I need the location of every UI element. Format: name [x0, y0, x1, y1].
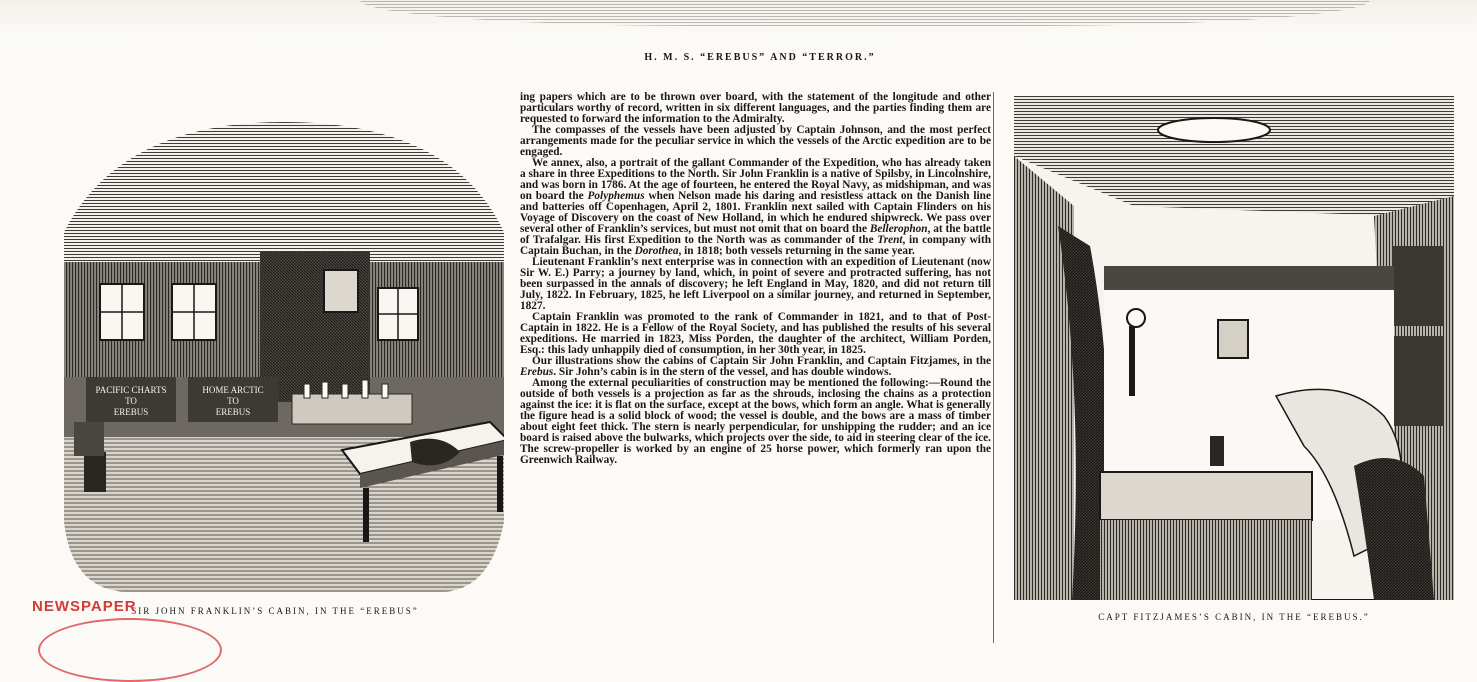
sign-b-line1: HOME ARCTIC [202, 385, 264, 395]
caption-franklin-cabin: SIR JOHN FRANKLIN’S CABIN, IN THE “EREBUS” [131, 606, 419, 616]
library-stamp [32, 598, 182, 650]
illustration-franklin-cabin [60, 122, 508, 592]
paragraph-1: ing papers which are to be thrown over board, with the statement of the longitude and other particulars worthy of record, written in six different languages, and the parties finding them are requested to forward the information to the Admiralty. [520, 92, 991, 125]
paragraph-6: Our illustrations show the cabins of Captain Sir John Franklin, and Captain Fitzjames, in the Erebus. Sir John’s cabin is in the stern of the vessel, and has double windows. [520, 355, 991, 378]
sign-a-line2: TO [125, 396, 137, 406]
ship-name-trent: Trent [877, 234, 903, 246]
paragraph-4: Lieutenant Franklin’s next enterprise was in connection with an expedition of Lieutenant (now Sir W. E.) Parry; a journey by land, which, in point of severe and protracted suffering, has not been surpassed in the annals of discovery; he left England in May, 1820, and did not return till July, 1822. In February, 1825, he left Liverpool on a similar journey, and returned in September, 1827. [520, 256, 991, 312]
ship-name-bellerophon: Bellerophon [869, 223, 928, 235]
ship-name-polyphemus: Polyphemus [587, 190, 645, 202]
sign-b-line3: EREBUS [215, 407, 251, 417]
article-body [520, 92, 994, 643]
paragraph-3: We annex, also, a portrait of the gallant Commander of the Expedition, who has already taken a share in three Expeditions to the North. Sir John Franklin is a native of Spilsby, in Lincolnshire, and was born in 1786. At the age of fourteen, he entered the Royal Navy, as midshipman, and was on board the Polyphemus when Nelson made his daring and resistless attack on the Danish line and batteries off Copenhagen, April 2, 1801. Franklin next sailed with Captain Flinders on his Voyage of Discovery on the coast of New Holland, in which he endured shipwreck. We pass over several other of Franklin’s services, but must not omit that on board the Bellerophon, at the battle of Trafalgar. His first Expedition to the North was as commander of the Trent, in company with Captain Buchan, in the Dorothea, in 1818; both vessels returning in the same year. [520, 157, 991, 257]
paragraph-7: Among the external peculiarities of construction may be mentioned the following:—Round the outside of both vessels is a projection as far as the shrouds, inclosing the chains as a protection against the ice: it is flat on the surface, except at the bows, which form an angle. What is generally the figure head is a solid block of wood; the vessel is double, and the bows are a mass of timber about eight feet thick. The stern is nearly perpendicular, for unshipping the rudder; and an ice board is raised above the bulwarks, which projects over the side, to aid in steering clear of the ice. The screw-propeller is worked by an engine of 25 horse power, which formerly ran upon the Greenwich Railway. [520, 377, 991, 466]
page-top-engraving-strip [0, 0, 1477, 34]
illustration-fitzjames-cabin [1014, 96, 1454, 600]
stamp-text: NEWSPAPER [32, 598, 137, 615]
ship-name-dorothea: Dorothea [634, 245, 679, 257]
sign-a-line1: PACIFIC CHARTS [95, 385, 167, 395]
page-title: H. M. S. “EREBUS” AND “TERROR.” [644, 52, 876, 63]
stamp-ring [38, 618, 222, 682]
sign-a-line3: EREBUS [113, 407, 149, 417]
caption-fitzjames-cabin: CAPT FITZJAMES’S CABIN, IN THE “EREBUS.” [1098, 612, 1370, 622]
engraving-hatching [360, 0, 1370, 26]
ship-name-erebus: Erebus [520, 366, 554, 378]
paragraph-2: The compasses of the vessels have been adjusted by Captain Johnson, and the most perfect arrangements made for the peculiar service in which the vessels of the Arctic expedition are to be engaged. [520, 124, 991, 158]
sign-b-line2: TO [227, 396, 239, 406]
paragraph-5: Captain Franklin was promoted to the rank of Commander in 1821, and to that of Post-Captain in 1822. He is a Fellow of the Royal Society, and has published the results of his several expeditions. He married in 1823, Miss Porden, the daughter of the architect, William Porden, Esq.: this lady unhappily died of consumption, in her 30th year, in 1825. [520, 311, 991, 356]
